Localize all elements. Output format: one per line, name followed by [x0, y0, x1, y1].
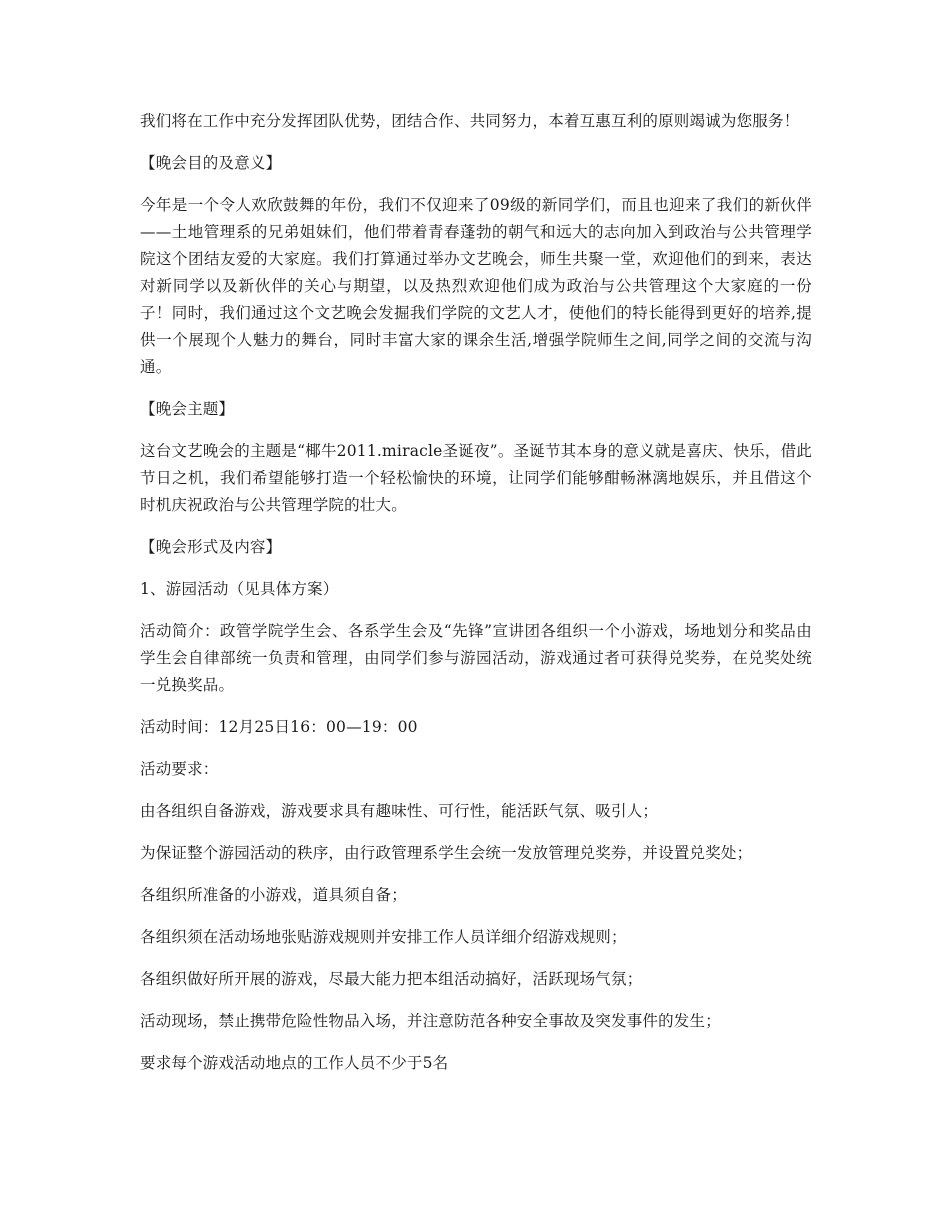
requirement-item: 由各组织自备游戏，游戏要求具有趣味性、可行性，能活跃气氛、吸引人； [140, 802, 659, 820]
document-page [140, 108, 812, 1092]
activity-time: 活动时间：12月25日16：00—19：00 [140, 718, 418, 736]
intro-paragraph: 我们将在工作中充分发挥团队优势，团结合作、共同努力，本着互惠互利的原则竭诚为您服务！ [140, 112, 800, 130]
theme-paragraph: 这台文艺晚会的主题是“椰牛2011.miracle圣诞夜”。圣诞节其本身的意义就是喜庆、快乐，借此节日之机，我们希望能够打造一个轻松愉快的环境，让同学们能够酣畅淋漓地娱乐，并且借这个时机庆祝政治与公共管理学院的壮大。 [140, 442, 812, 514]
subsection-garden-party: 1、游园活动（见具体方案） [140, 580, 339, 598]
purpose-paragraph: 今年是一个令人欢欣鼓舞的年份，我们不仅迎来了09级的新同学们，而且也迎来了我们的新伙伴——土地管理系的兄弟姐妹们，他们带着青春蓬勃的朝气和远大的志向加入到政治与公共管理学院这个团结友爱的大家庭。我们打算通过举办文艺晚会，师生共聚一堂，欢迎他们的到来，表达对新同学以及新伙伴的关心与期望，以及热烈欢迎他们成为政治与公共管理这个大家庭的一份子！同时，我们通过这个文艺晚会发掘我们学院的文艺人才，使他们的特长能得到更好的培养,提供一个展现个人魅力的舞台，同时丰富大家的课余生活,增强学院师生之间,同学之间的交流与沟通。 [140, 196, 812, 376]
requirement-item: 各组织所准备的小游戏，道具须自备； [140, 886, 407, 904]
section-heading-theme: 【晚会主题】 [140, 400, 235, 418]
requirement-item: 为保证整个游园活动的秩序，由行政管理系学生会统一发放管理兑奖券，并设置兑奖处； [140, 844, 753, 862]
activity-intro-paragraph: 活动简介：政管学院学生会、各系学生会及“先锋”宣讲团各组织一个小游戏，场地划分和奖品由学生会自律部统一负责和管理，由同学们参与游园活动，游戏通过者可获得兑奖券，在兑奖处统一兑换奖品。 [140, 622, 812, 694]
requirement-item: 活动现场，禁止携带危险性物品入场，并注意防范各种安全事故及突发事件的发生； [140, 1012, 721, 1030]
section-heading-format: 【晚会形式及内容】 [140, 538, 282, 556]
requirement-item: 要求每个游戏活动地点的工作人员不少于5名 [140, 1054, 449, 1072]
requirement-item: 各组织做好所开展的游戏，尽最大能力把本组活动搞好，活跃现场气氛； [140, 970, 643, 988]
requirement-item: 各组织须在活动场地张贴游戏规则并安排工作人员详细介绍游戏规则； [140, 928, 627, 946]
section-heading-purpose: 【晚会目的及意义】 [140, 154, 282, 172]
activity-requirements-label: 活动要求： [140, 760, 219, 778]
